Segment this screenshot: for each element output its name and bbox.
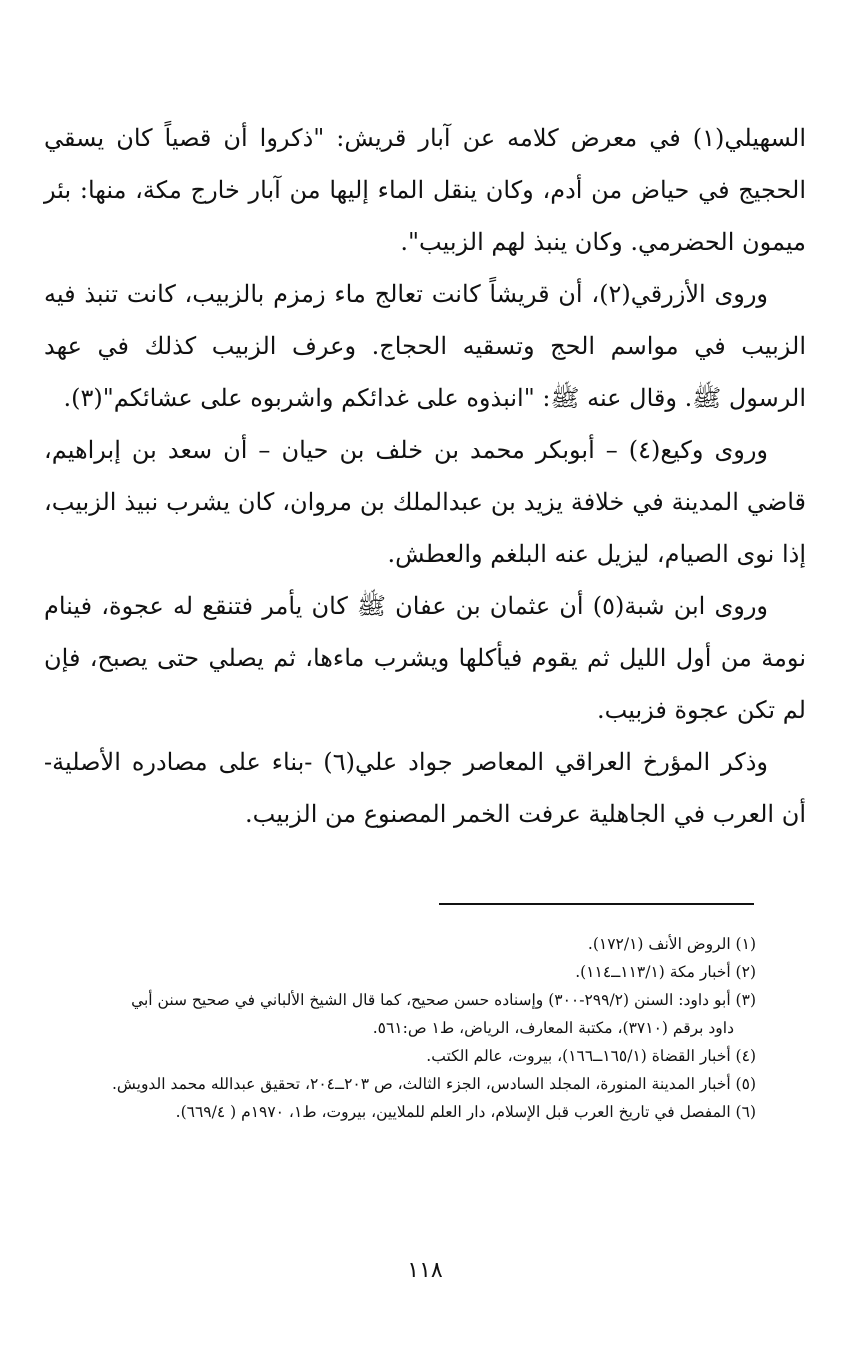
paragraph-3: وروى وكيع(٤) – أبوبكر محمد بن خلف بن حيان – أن سعد بن إبراهيم، قاضي المدينة في خلافة يزيد بن عبدالملك بن مروان، كان يشرب نبيذ الزبيب، إذا نوى الصيام، ليزيل عنه البلغم والعطش. bbox=[44, 436, 806, 568]
paragraph-2: وروى الأزرقي(٢)، أن قريشاً كانت تعالج ماء زمزم بالزبيب، كانت تنبذ فيه الزبيب في مواسم الحج وتسقيه الحجاج. وعرف الزبيب كذلك في عهد الرسول ﷺ. وقال عنه ﷺ: "انبذوه على غدائكم واشربوه على عشائكم"(٣). bbox=[44, 280, 806, 412]
footnote-1 bbox=[44, 930, 756, 958]
footnote-4 bbox=[44, 1042, 756, 1070]
footnote-separator bbox=[439, 903, 754, 905]
footnote-text: (٦) المفصل في تاريخ العرب قبل الإسلام، دار العلم للملايين، بيروت، ط١، ١٩٧٠م ( ٦٦٩/٤). bbox=[175, 1103, 756, 1121]
paragraph-1: السهيلي(١) في معرض كلامه عن آبار قريش: "ذكروا أن قصياً كان يسقي الحجيج في حياض من أدم، وكان ينقل الماء إليها من آبار خارج مكة، منها: بئر ميمون الحضرمي. وكان ينبذ لهم الزبيب". bbox=[44, 124, 807, 256]
footnote-3 bbox=[44, 986, 756, 1042]
footnote-text: (٢) أخبار مكة (١١٣/١ــ١١٤). bbox=[575, 963, 756, 981]
footnote-text: (١) الروض الأنف (١٧٢/١). bbox=[587, 935, 756, 953]
footnote-text: (٤) أخبار القضاة (١٦٥/١ــ١٦٦)، بيروت، عالم الكتب. bbox=[426, 1047, 756, 1065]
footnote-6 bbox=[44, 1098, 756, 1126]
footnote-text: (٣) أبو داود: السنن (٢٩٩/٢-٣٠٠) وإسناده حسن صحيح، كما قال الشيخ الألباني في صحيح سنن أبي bbox=[131, 991, 756, 1009]
footnote-2 bbox=[44, 958, 756, 986]
footnote-continuation: داود برقم (٣٧١٠)، مكتبة المعارف، الرياض، ط١ ص:٥٦١. bbox=[372, 1019, 734, 1037]
paragraph-4: وروى ابن شبة(٥) أن عثمان بن عفان ﷺ كان يأمر فتنقع له عجوة، فينام نومة من أول الليل ثم يقوم فيأكلها ويشرب ماءها، ثم يصلي حتى يصبح، فإن لم تكن عجوة فزبيب. bbox=[44, 592, 806, 724]
page-number: ١١٨ bbox=[407, 1258, 443, 1283]
footnote-text: (٥) أخبار المدينة المنورة، المجلد السادس، الجزء الثالث، ص ٢٠٣ــ٢٠٤، تحقيق عبدالله محمد الدويش. bbox=[111, 1075, 756, 1093]
main-text bbox=[44, 112, 806, 840]
paragraph-5: وذكر المؤرخ العراقي المعاصر جواد علي(٦) -بناء على مصادره الأصلية- أن العرب في الجاهلية عرفت الخمر المصنوع من الزبيب. bbox=[44, 748, 806, 828]
footnote-5 bbox=[44, 1070, 756, 1098]
footnotes bbox=[44, 930, 756, 1126]
